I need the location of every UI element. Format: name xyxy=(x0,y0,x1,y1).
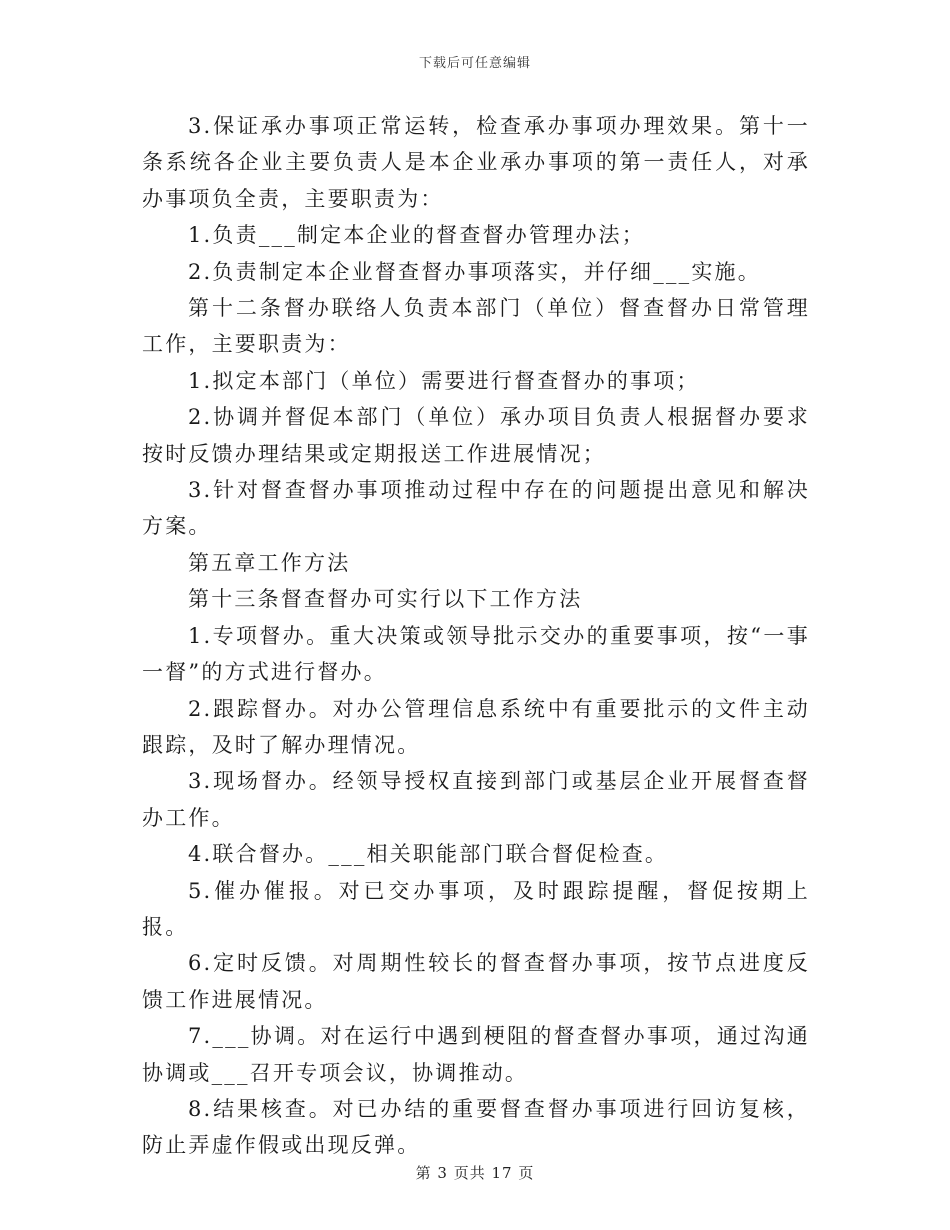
paragraph-11: 2.跟踪督办。对办公管理信息系统中有重要批示的文件主动跟踪，及时了解办理情况。 xyxy=(142,696,810,757)
paragraph-7: 3.针对督查督办事项推动过程中存在的问题提出意见和解决方案。 xyxy=(142,478,810,539)
paragraph-1: 3.保证承办事项正常运转，检查承办事项办理效果。第十一条系统各企业主要负责人是本企业承办事项的第一责任人，对承办事项负全责，主要职责为： xyxy=(142,114,810,211)
paragraph-4: 第十二条督办联络人负责本部门（单位）督查督办日常管理工作，主要职责为： xyxy=(142,296,810,357)
paragraph-12: 3.现场督办。经领导授权直接到部门或基层企业开展督查督办工作。 xyxy=(142,769,810,830)
paragraph-6: 2.协调并督促本部门（单位）承办项目负责人根据督办要求按时反馈办理结果或定期报送工作进展情况； xyxy=(142,405,810,466)
paragraph-17: 8.结果核查。对已办结的重要督查督办事项进行回访复核，防止弄虚作假或出现反弹。 xyxy=(142,1096,810,1158)
page-header: 下载后可任意编辑 xyxy=(418,56,531,71)
paragraph-2: 1.负责___制定本企业的督查督办管理办法； xyxy=(188,223,645,248)
document-body xyxy=(142,108,810,1164)
paragraph-9: 第十三条督查督办可实行以下工作方法 xyxy=(188,587,583,612)
page-footer: 第 3 页共 17 页 xyxy=(415,1164,535,1182)
paragraph-14: 5.催办催报。对已交办事项，及时跟踪提醒，督促按期上报。 xyxy=(142,878,810,939)
paragraph-5: 1.拟定本部门（单位）需要进行督查督办的事项； xyxy=(188,368,700,393)
paragraph-3: 2.负责制定本企业督查督办事项落实，并仔细___实施。 xyxy=(188,259,761,284)
paragraph-16: 7.___协调。对在运行中遇到梗阻的督查督办事项，通过沟通协调或___召开专项会议，协调推动。 xyxy=(142,1024,810,1085)
paragraph-15: 6.定时反馈。对周期性较长的督查督办事项，按节点进度反馈工作进展情况。 xyxy=(142,951,810,1012)
chapter-heading: 第五章工作方法 xyxy=(188,550,351,575)
paragraph-10: 1.专项督办。重大决策或领导批示交办的重要事项，按“一事一督”的方式进行督办。 xyxy=(142,623,810,685)
paragraph-13: 4.联合督办。___相关职能部门联合督促检查。 xyxy=(188,842,669,867)
